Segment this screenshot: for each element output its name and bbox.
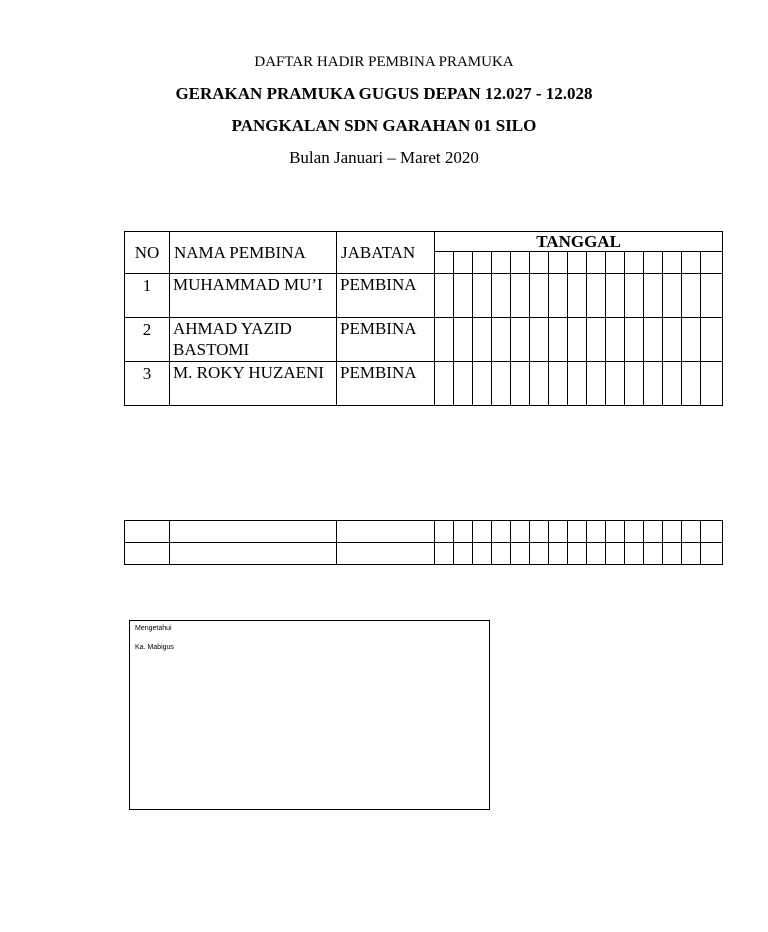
- blank-cell: [625, 543, 644, 565]
- blank-cell: [644, 543, 663, 565]
- date-subheader-cell: [492, 252, 511, 274]
- blank-cell: [606, 543, 625, 565]
- table-row: [125, 318, 723, 362]
- row-number: 3: [125, 362, 170, 406]
- blank-cell: [682, 521, 701, 543]
- date-subheader-cell: [511, 252, 530, 274]
- blank-cell: [549, 521, 568, 543]
- attendance-cell[interactable]: [701, 362, 723, 406]
- pembina-role: PEMBINA: [337, 274, 435, 318]
- attendance-cell[interactable]: [435, 362, 454, 406]
- attendance-cell[interactable]: [606, 274, 625, 318]
- attendance-cell[interactable]: [549, 274, 568, 318]
- attendance-cell[interactable]: [530, 362, 549, 406]
- header-name: NAMA PEMBINA: [170, 232, 337, 274]
- attendance-cell[interactable]: [511, 362, 530, 406]
- blank-cell: [549, 543, 568, 565]
- blank-cell: [492, 543, 511, 565]
- blank-cell: [663, 521, 682, 543]
- attendance-cell[interactable]: [682, 274, 701, 318]
- row-number: 2: [125, 318, 170, 362]
- blank-cell: [682, 543, 701, 565]
- attendance-cell[interactable]: [530, 318, 549, 362]
- attendance-cell[interactable]: [625, 362, 644, 406]
- attendance-cell[interactable]: [606, 362, 625, 406]
- header-role: JABATAN: [337, 232, 435, 274]
- attendance-cell[interactable]: [549, 362, 568, 406]
- attendance-cell[interactable]: [454, 318, 473, 362]
- blank-cell: [511, 521, 530, 543]
- blank-cell: [568, 521, 587, 543]
- attendance-cell[interactable]: [587, 318, 606, 362]
- attendance-cell[interactable]: [644, 318, 663, 362]
- attendance-cell[interactable]: [492, 274, 511, 318]
- blank-table: [124, 520, 723, 565]
- attendance-cell[interactable]: [625, 274, 644, 318]
- attendance-cell[interactable]: [454, 274, 473, 318]
- blank-cell: [511, 543, 530, 565]
- attendance-cell[interactable]: [454, 362, 473, 406]
- date-subheader-cell: [587, 252, 606, 274]
- date-subheader-cell: [682, 252, 701, 274]
- pembina-role: PEMBINA: [337, 318, 435, 362]
- attendance-cell[interactable]: [701, 274, 723, 318]
- date-subheader-cell: [454, 252, 473, 274]
- pembina-name: AHMAD YAZID BASTOMI: [170, 318, 337, 362]
- date-subheader-cell: [530, 252, 549, 274]
- blank-cell: [587, 543, 606, 565]
- attendance-cell[interactable]: [663, 318, 682, 362]
- attendance-cell[interactable]: [606, 318, 625, 362]
- blank-cell: [170, 543, 337, 565]
- attendance-cell[interactable]: [682, 362, 701, 406]
- date-subheader-cell: [435, 252, 454, 274]
- attendance-cell[interactable]: [587, 362, 606, 406]
- blank-cell: [606, 521, 625, 543]
- blank-cell: [530, 521, 549, 543]
- attendance-cell[interactable]: [435, 274, 454, 318]
- attendance-cell[interactable]: [530, 274, 549, 318]
- date-subheader-cell: [644, 252, 663, 274]
- attendance-cell[interactable]: [473, 318, 492, 362]
- attendance-cell[interactable]: [511, 318, 530, 362]
- date-subheader-cell: [663, 252, 682, 274]
- period-label: Bulan Januari – Maret 2020: [289, 148, 479, 167]
- header-no: NO: [125, 232, 170, 274]
- attendance-cell[interactable]: [568, 362, 587, 406]
- base-name: PANGKALAN SDN GARAHAN 01 SILO: [231, 116, 537, 135]
- attendance-cell[interactable]: [435, 318, 454, 362]
- blank-cell: [568, 543, 587, 565]
- blank-row: [125, 521, 723, 543]
- attendance-cell[interactable]: [663, 362, 682, 406]
- attendance-cell[interactable]: [568, 318, 587, 362]
- attendance-cell[interactable]: [473, 362, 492, 406]
- table-row: [125, 274, 723, 318]
- signature-box: [129, 620, 490, 810]
- attendance-cell[interactable]: [473, 274, 492, 318]
- attendance-cell[interactable]: [644, 274, 663, 318]
- attendance-cell[interactable]: [663, 274, 682, 318]
- blank-cell: [587, 521, 606, 543]
- date-subheader-cell: [625, 252, 644, 274]
- date-subheader-cell: [568, 252, 587, 274]
- date-subheader-cell: [606, 252, 625, 274]
- blank-cell: [492, 521, 511, 543]
- date-subheader-cell: [549, 252, 568, 274]
- attendance-cell[interactable]: [625, 318, 644, 362]
- attendance-cell[interactable]: [701, 318, 723, 362]
- blank-cell: [473, 543, 492, 565]
- header-date: TANGGAL: [435, 232, 723, 252]
- pembina-role: PEMBINA: [337, 362, 435, 406]
- blank-cell: [663, 543, 682, 565]
- attendance-cell[interactable]: [587, 274, 606, 318]
- blank-cell: [337, 521, 435, 543]
- attendance-cell[interactable]: [492, 362, 511, 406]
- blank-cell: [454, 543, 473, 565]
- attendance-cell[interactable]: [511, 274, 530, 318]
- attendance-cell[interactable]: [549, 318, 568, 362]
- organization-name: GERAKAN PRAMUKA GUGUS DEPAN 12.027 - 12.028: [175, 84, 593, 103]
- attendance-cell[interactable]: [644, 362, 663, 406]
- blank-cell: [473, 521, 492, 543]
- attendance-table: [124, 231, 723, 406]
- pembina-name: M. ROKY HUZAENI: [170, 362, 337, 406]
- acknowledged-label: Mengetahui: [135, 625, 172, 632]
- blank-cell: [170, 521, 337, 543]
- blank-cell: [644, 521, 663, 543]
- blank-cell: [125, 543, 170, 565]
- blank-cell: [454, 521, 473, 543]
- attendance-cell[interactable]: [568, 274, 587, 318]
- blank-cell: [435, 521, 454, 543]
- blank-row: [125, 543, 723, 565]
- blank-cell: [701, 521, 723, 543]
- document-title: DAFTAR HADIR PEMBINA PRAMUKA: [254, 54, 514, 70]
- blank-cell: [701, 543, 723, 565]
- signer-title: Ka. Mabigus: [135, 644, 174, 651]
- date-subheader-cell: [473, 252, 492, 274]
- pembina-name: MUHAMMAD MU’I: [170, 274, 337, 318]
- attendance-cell[interactable]: [682, 318, 701, 362]
- blank-cell: [337, 543, 435, 565]
- row-number: 1: [125, 274, 170, 318]
- blank-cell: [530, 543, 549, 565]
- blank-cell: [125, 521, 170, 543]
- blank-cell: [435, 543, 454, 565]
- attendance-cell[interactable]: [492, 318, 511, 362]
- table-row: [125, 362, 723, 406]
- date-subheader-cell: [701, 252, 723, 274]
- blank-cell: [625, 521, 644, 543]
